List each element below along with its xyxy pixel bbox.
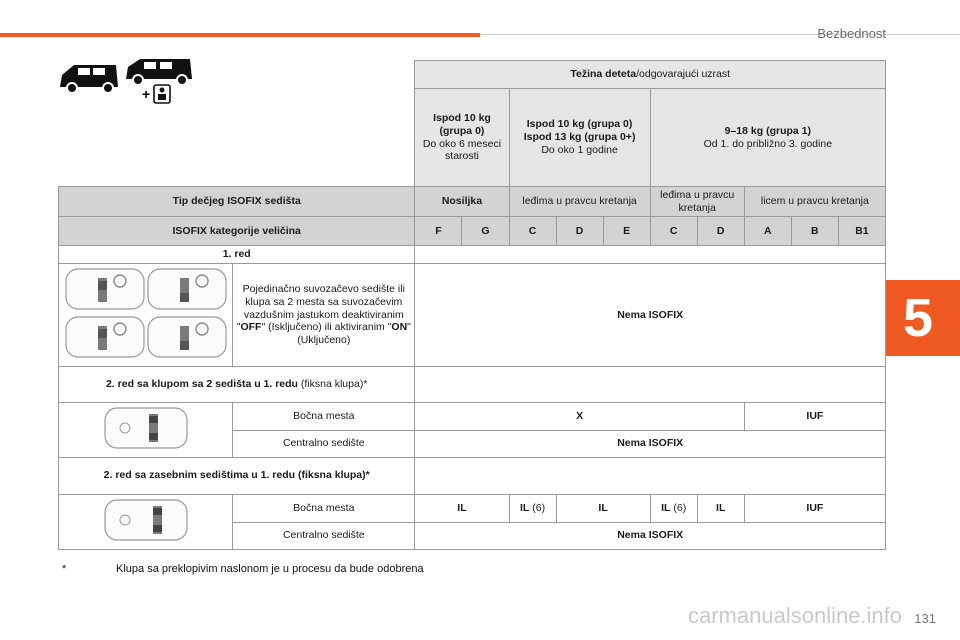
seat-type-nosiljka: Nosiljka [415,187,509,217]
group0-header: Ispod 10 kg (grupa 0) Do oko 6 meseci starosti [415,89,509,187]
vehicle-icon [58,57,238,109]
svg-text:+: + [142,86,151,102]
size-cell: D [556,217,603,246]
chapter-tab: 5 [885,280,960,356]
row2a-title: 2. red sa klupom sa 2 sedišta u 1. redu (fiksna klupa)* [59,366,415,402]
rear-seats-diagram-icon [103,498,189,542]
row2a-center-label: Centralno sedište [233,430,415,457]
seat-type-front: licem u pravcu kretanja [744,187,885,217]
row1-value: Nema ISOFIX [415,264,886,367]
footnote-text: Klupa sa preklopivim naslonom je u procesu da bude odobrena [116,563,424,575]
section-title: Bezbednost [817,26,886,41]
size-cell: D [697,217,744,246]
row2a-side-iuf: IUF [744,402,885,430]
weight-header: Težina deteta/odgovarajući uzrast [415,61,886,89]
row2b-seat-diagram [59,494,233,549]
seat-type-label: Tip dečjeg ISOFIX sedišta [59,187,415,217]
front-seat-diagram-icon [62,265,230,361]
seat-type-rear-2: leđima u pravcu kretanja [650,187,744,217]
row2a-center-value: Nema ISOFIX [415,430,886,457]
row1-title: 1. red [59,246,415,264]
isofix-table [58,60,886,550]
size-cell: A [744,217,791,246]
seat-type-rear: leđima u pravcu kretanja [509,187,650,217]
header-accent-bar [0,33,480,37]
row2b-center-value: Nema ISOFIX [415,522,886,549]
size-row [59,217,886,246]
header-rule [480,34,960,35]
watermark: carmanualsonline.info [688,603,903,628]
row2a-side-x: X [415,402,744,430]
row2b-value: IL [415,494,509,522]
size-cell: B [791,217,838,246]
page-number: 131 [914,611,936,626]
row2b-center-label: Centralno sedište [233,522,415,549]
row2a-side-label: Bočna mesta [233,402,415,430]
size-cell: F [415,217,462,246]
rear-bench-diagram-icon [103,406,189,450]
row1-description: Pojedinačno suvozačevo sedište ili klupa sa 2 mesta sa suvozačevim vazdušnim jastukom deaktiviranim "OFF" (Isključeno) ili aktiviranim "ON" (Uključeno) [233,264,415,367]
group0plus-header: Ispod 10 kg (grupa 0) Ispod 13 kg (grupa 0+) Do oko 1 godine [509,89,650,187]
size-cell: E [603,217,650,246]
footnote [62,563,424,575]
row2b-value: IL [697,494,744,522]
size-label: ISOFIX kategorije veličina [59,217,415,246]
row2b-value: IL (6) [650,494,697,522]
row2b-value: IL [556,494,650,522]
row2a-seat-diagram [59,402,233,457]
row1-seat-diagrams [59,264,233,367]
footnote-mark: * [62,563,67,575]
size-cell: C [509,217,556,246]
size-cell: C [650,217,697,246]
row2b-value: IUF [744,494,885,522]
row2b-value: IL (6) [509,494,556,522]
row2b-side-label: Bočna mesta [233,494,415,522]
row2b-title: 2. red sa zasebnim sedištima u 1. redu (fiksna klupa)* [59,457,415,494]
size-cell: G [462,217,509,246]
size-cell: B1 [838,217,885,246]
group1-header: 9–18 kg (grupa 1) Od 1. do približno 3. godine [650,89,885,187]
